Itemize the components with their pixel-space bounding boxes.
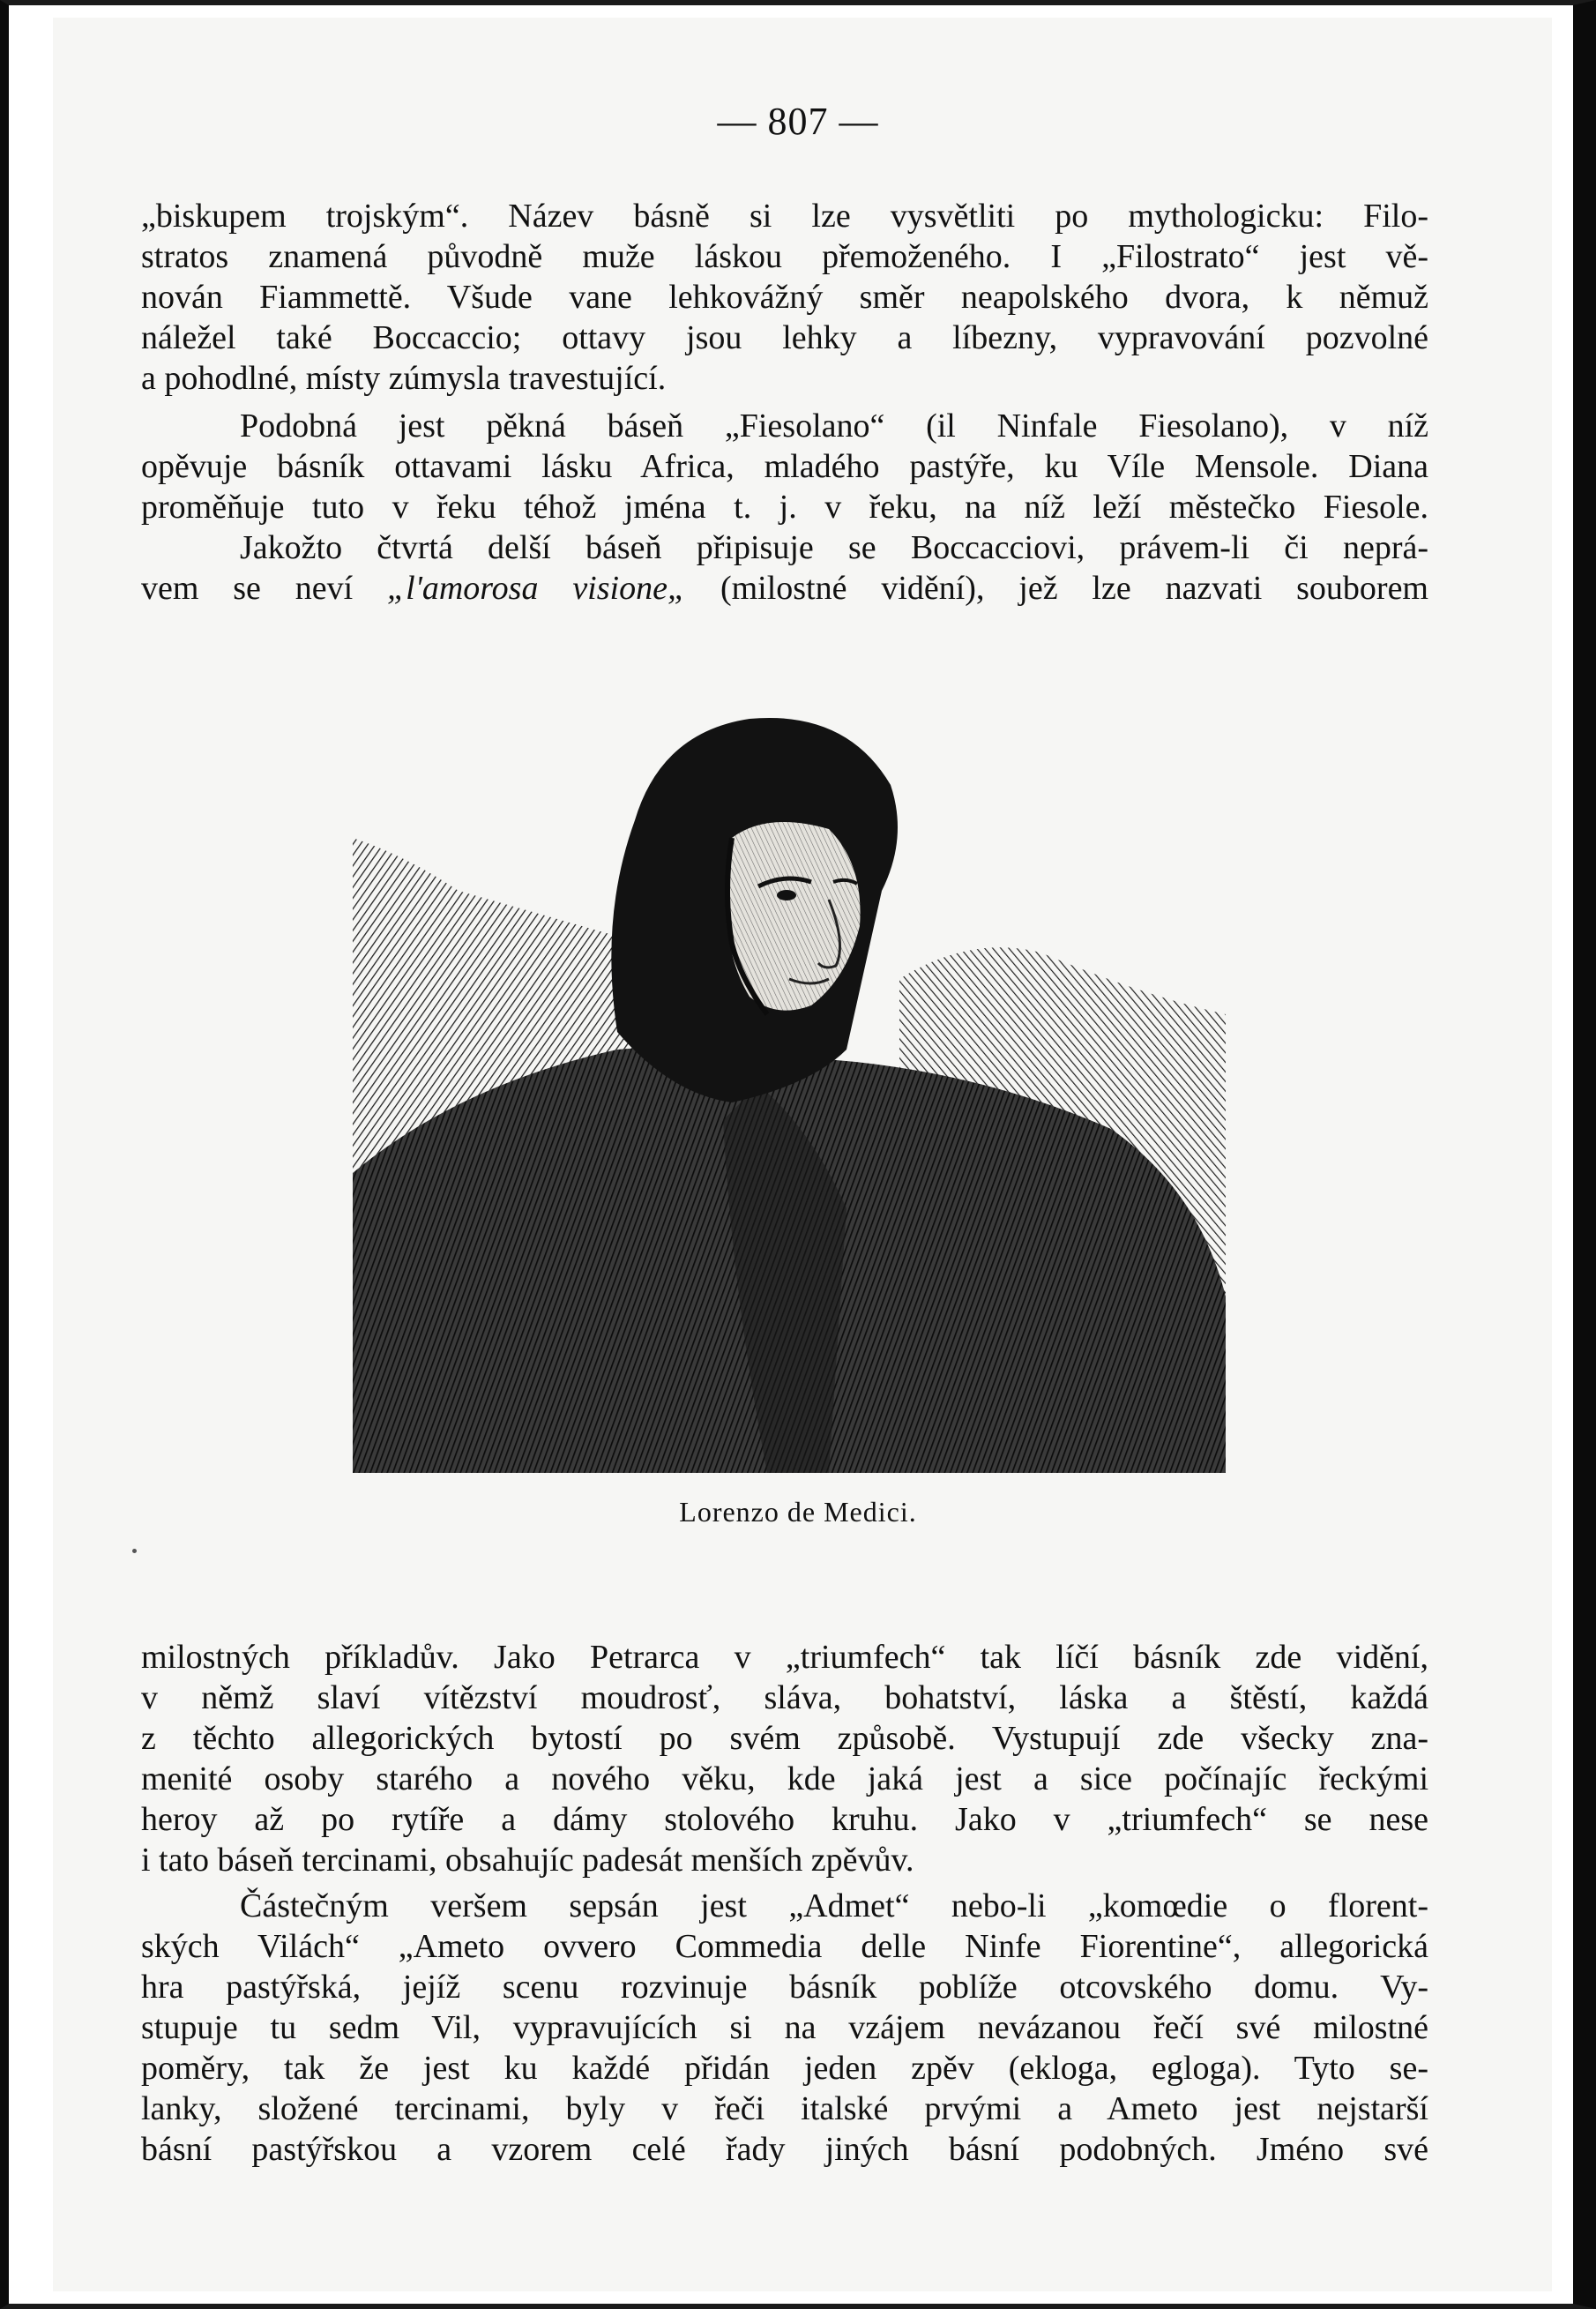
text-line: náležel také Boccaccio; ottavy jsou lehky a líbezny, vypravování pozvolné [141,319,1428,356]
text-line: z těchto allegorických bytostí po svém způsobě. Vystupují zde všecky zna- [141,1720,1428,1757]
text-line: „biskupem trojským“. Název básně si lze vysvětliti po mythologicku: Filo- [141,198,1428,235]
text-line: milostných příkladův. Jako Petrarca v „triumfech“ tak líčí básník zde vidění, [141,1639,1428,1676]
text-line: hra pastýřská, jejíž scenu rozvinuje básník poblíže otcovského domu. Vy- [141,1969,1428,2006]
text-line: ských Vilách“ „Ameto ovvero Commedia delle Ninfe Fiorentine“, allegorická [141,1928,1428,1965]
text-block-bottom [141,1637,1428,2170]
text-line: Jakožto čtvrtá delší báseň připisuje se Boccacciovi, právem-li či neprá- [240,529,1428,566]
text-block-top [141,196,1428,609]
page-number: — 807 — [717,100,879,143]
text-line: lanky, složené tercinami, byly v řeči italské prvými a Ameto jest nejstarší [141,2090,1428,2127]
text-fragment: vem se neví [141,570,388,607]
text-line: nován Fiammettě. Všude vane lehkovážný směr neapolského dvora, k němuž [141,279,1428,316]
text-line: menité osoby starého a nového věku, kde jaká jest a sice počínajíc řeckými [141,1760,1428,1797]
text-line: a pohodlné, místy zúmysla travestující. [141,360,667,397]
paper-speck [132,1549,137,1553]
text-fragment: (milostné vidění), jež lze nazvati souborem [686,570,1428,607]
text-line: poměry, tak že jest ku každé přidán jeden zpěv (ekloga, egloga). Tyto se- [141,2050,1428,2087]
text-line: stratos znamená původně muže láskou přemoženého. I „Filostrato“ jest vě- [141,238,1428,275]
text-line: v němž slaví vítězství moudrosť, sláva, bohatství, láska a štěstí, každá [141,1679,1428,1716]
portrait-engraving [353,714,1226,1473]
text-line: Podobná jest pěkná báseň „Fiesolano“ (il Ninfale Fiesolano), v níž [240,407,1428,445]
text-line: básní pastýřskou a vzorem celé řady jiných básní podobných. Jméno své [141,2131,1428,2168]
italic-title: „l'amorosa visione„ [387,570,687,607]
text-line [141,568,1428,609]
text-line: proměňuje tuto v řeku téhož jména t. j. v řeku, na níž leží městečko Fiesole. [141,489,1428,526]
figure-caption: Lorenzo de Medici. [679,1496,917,1528]
text-line: Částečným veršem sepsán jest „Admet“ nebo-li „komœdie o florent- [240,1887,1428,1924]
text-line: stupuje tu sedm Vil, vypravujících si na vzájem nevázanou řečí své milostné [141,2009,1428,2046]
text-line: opěvuje básník ottavami lásku Africa, mladého pastýře, ku Víle Mensole. Diana [141,448,1428,485]
text-line: heroy až po rytíře a dámy stolového kruhu. Jako v „triumfech“ se nese [141,1801,1428,1838]
text-line: i tato báseň tercinami, obsahujíc padesát menších zpěvův. [141,1842,914,1879]
